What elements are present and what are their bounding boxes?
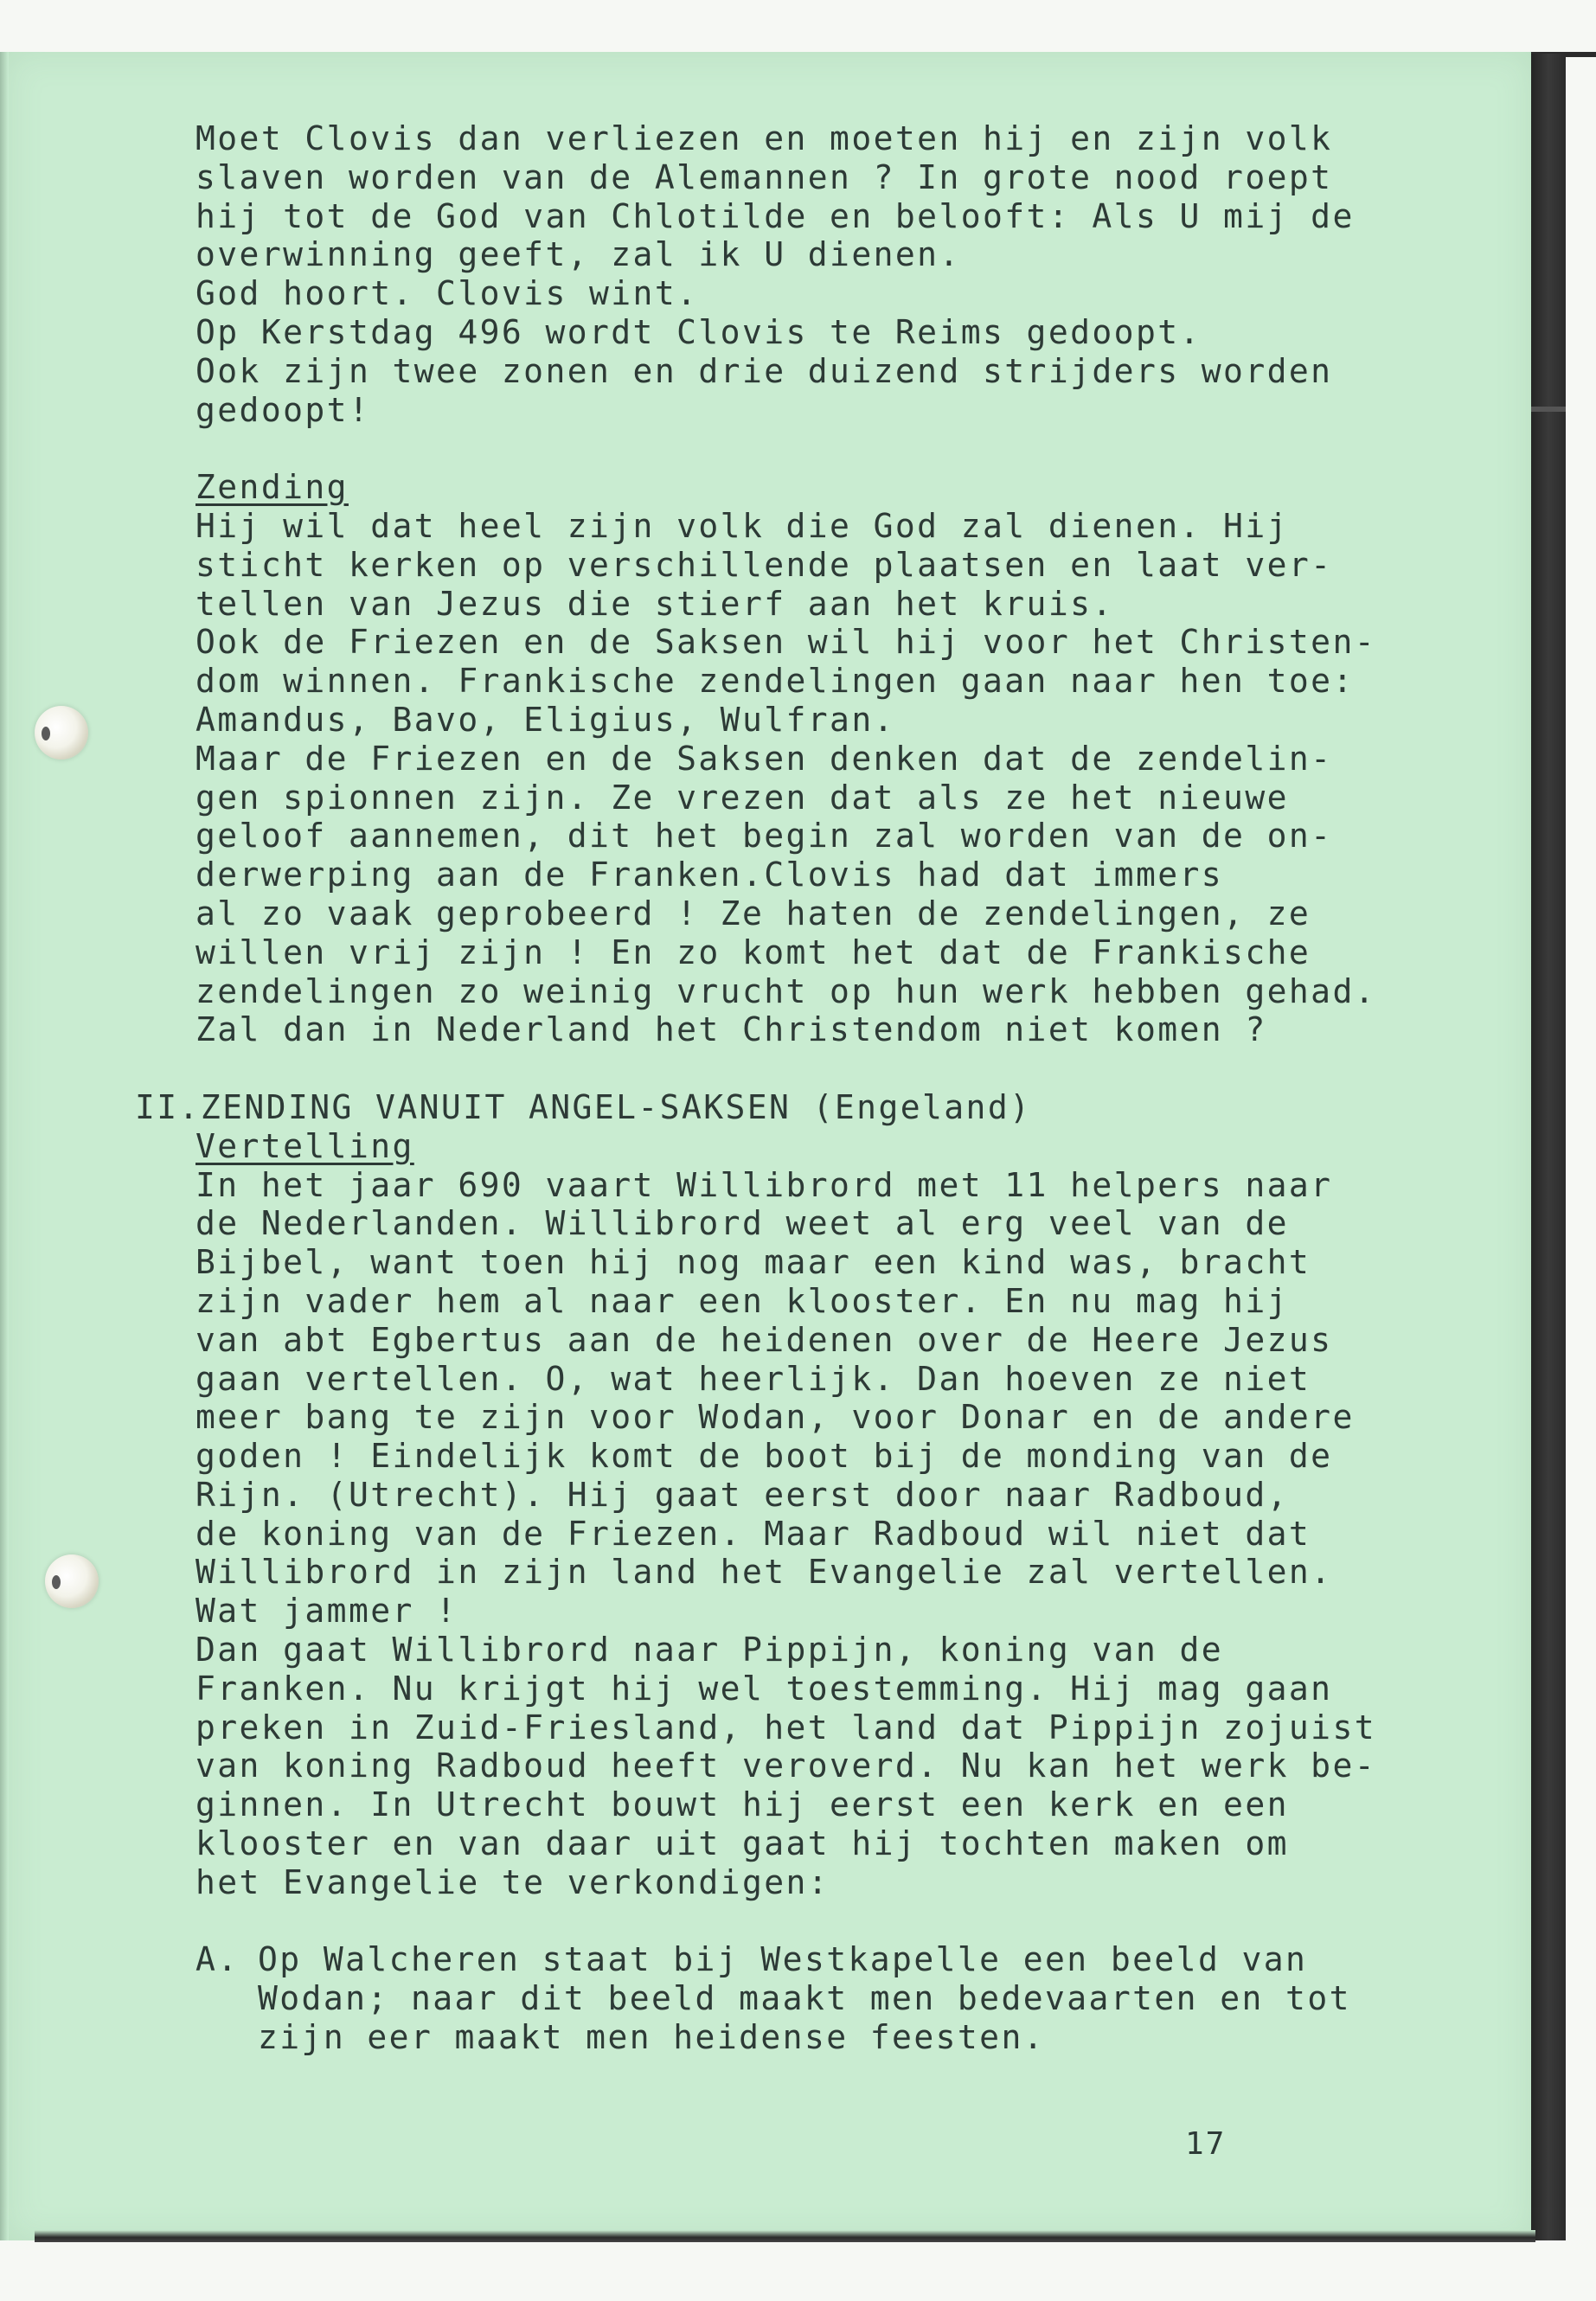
text-line: preken in Zuid-Friesland, het land dat Pippijn zojuist: [195, 1708, 1377, 1747]
text-line: van abt Egbertus aan de heidenen over de Heere Jezus: [195, 1320, 1333, 1359]
text-line: goden ! Eindelijk komt de boot bij de monding van de: [195, 1437, 1333, 1476]
text-line: Bijbel, want toen hij nog maar een kind was, bracht: [195, 1243, 1311, 1282]
page-bottom-edge: [35, 2230, 1535, 2242]
text-line: van koning Radboud heeft veroverd. Nu kan het werk be-: [195, 1747, 1377, 1785]
text-line: gen spionnen zijn. Ze vrezen dat als ze het nieuwe: [195, 778, 1289, 817]
text-line: In het jaar 690 vaart Willibrord met 11 helpers naar: [195, 1165, 1333, 1204]
text-line: ginnen. In Utrecht bouwt hij eerst een kerk en een: [195, 1785, 1289, 1824]
text-line: de Nederlanden. Willibrord weet al erg veel van de: [195, 1204, 1289, 1243]
text-line: tellen van Jezus die stierf aan het kruis.: [195, 584, 1114, 623]
binder-spine-step: [1531, 407, 1566, 412]
punch-hole-icon: [35, 706, 88, 760]
list-item-body: [258, 1940, 1493, 2056]
zending-paragraph: [195, 507, 1493, 1049]
punch-hole-icon: [45, 1554, 99, 1608]
text-line: slaven worden van de Alemannen ? In grote nood roept: [195, 157, 1333, 196]
text-line: zendelingen zo weinig vrucht op hun werk hebben gehad.: [195, 971, 1377, 1010]
text-line: Hij wil dat heel zijn volk die God zal dienen. Hij: [195, 506, 1289, 545]
text-line: Ook zijn twee zonen en drie duizend strijders worden: [195, 351, 1333, 390]
text-line: meer bang te zijn voor Wodan, voor Donar en de andere: [195, 1398, 1355, 1437]
list-item-a: [195, 1940, 1493, 2056]
paragraph-gap: [195, 429, 1493, 468]
binder-spine: [1531, 54, 1566, 2240]
text-line: klooster en van daar uit gaat hij tochten maken om: [195, 1824, 1289, 1863]
text-line: Franken. Nu krijgt hij wel toestemming. Hij mag gaan: [195, 1669, 1333, 1708]
text-line: de koning van de Friezen. Maar Radboud wil niet dat: [195, 1514, 1311, 1553]
text-line: gaan vertellen. O, wat heerlijk. Dan hoeven ze niet: [195, 1359, 1311, 1398]
section-heading: II.ZENDING VANUIT ANGEL-SAKSEN (Engeland): [135, 1087, 1032, 1126]
text-line: sticht kerken op verschillende plaatsen en laat ver-: [195, 545, 1333, 584]
text-line: het Evangelie te verkondigen:: [195, 1862, 830, 1901]
text-line: Wodan; naar dit beeld maakt men bedevaarten en tot: [258, 1979, 1351, 2018]
text-line: Wat jammer !: [195, 1592, 458, 1631]
text-line: willen vrij zijn ! En zo komt het dat de Frankische: [195, 933, 1311, 971]
text-line: Op Kerstdag 496 wordt Clovis te Reims gedoopt.: [195, 312, 1202, 351]
text-line: Maar de Friezen en de Saksen denken dat de zendelin-: [195, 739, 1333, 778]
text-line: dom winnen. Frankische zendelingen gaan naar hen toe:: [195, 662, 1355, 701]
text-line: hij tot de God van Chlotilde en belooft: Als U mij de: [195, 196, 1355, 235]
intro-paragraph: [195, 119, 1493, 429]
text-line: Ook de Friezen en de Saksen wil hij voor het Christen-: [195, 623, 1377, 662]
text-line: gedoopt!: [195, 390, 371, 429]
list-marker: A.: [195, 1940, 240, 1979]
text-line: Zal dan in Nederland het Christendom niet komen ?: [195, 1010, 1267, 1049]
paragraph-gap: [195, 1049, 1493, 1088]
text-line: God hoort. Clovis wint.: [195, 274, 699, 313]
text-line: derwerping aan de Franken.Clovis had dat immers: [195, 856, 1224, 894]
page-number: 17: [1185, 2126, 1227, 2162]
text-line: overwinning geeft, zal ik U dienen.: [195, 235, 961, 274]
text-line: Op Walcheren staat bij Westkapelle een beeld van: [258, 1940, 1308, 1979]
text-line: zijn eer maakt men heidense feesten.: [258, 2018, 1046, 2057]
text-line: Moet Clovis dan verliezen en moeten hij en zijn volk: [195, 119, 1333, 157]
vertelling-heading: Vertelling: [195, 1126, 414, 1165]
text-line: al zo vaak geprobeerd ! Ze haten de zendelingen, ze: [195, 894, 1311, 933]
zending-heading: Zending: [195, 468, 349, 507]
text-line: Rijn. (Utrecht). Hij gaat eerst door naar Radboud,: [195, 1475, 1289, 1514]
paragraph-gap: [195, 1902, 1493, 1941]
page-text: [135, 119, 1493, 2057]
page-left-edge: [0, 52, 9, 2240]
text-line: Dan gaat Willibrord naar Pippijn, koning van de: [195, 1631, 1224, 1670]
text-line: Amandus, Bavo, Eligius, Wulfran.: [195, 700, 895, 739]
text-line: Willibrord in zijn land het Evangelie zal vertellen.: [195, 1553, 1333, 1592]
text-line: zijn vader hem al naar een klooster. En nu mag hij: [195, 1281, 1289, 1320]
text-line: geloof aannemen, dit het begin zal worden van de on-: [195, 817, 1333, 856]
vertelling-paragraph: [195, 1166, 1493, 1902]
